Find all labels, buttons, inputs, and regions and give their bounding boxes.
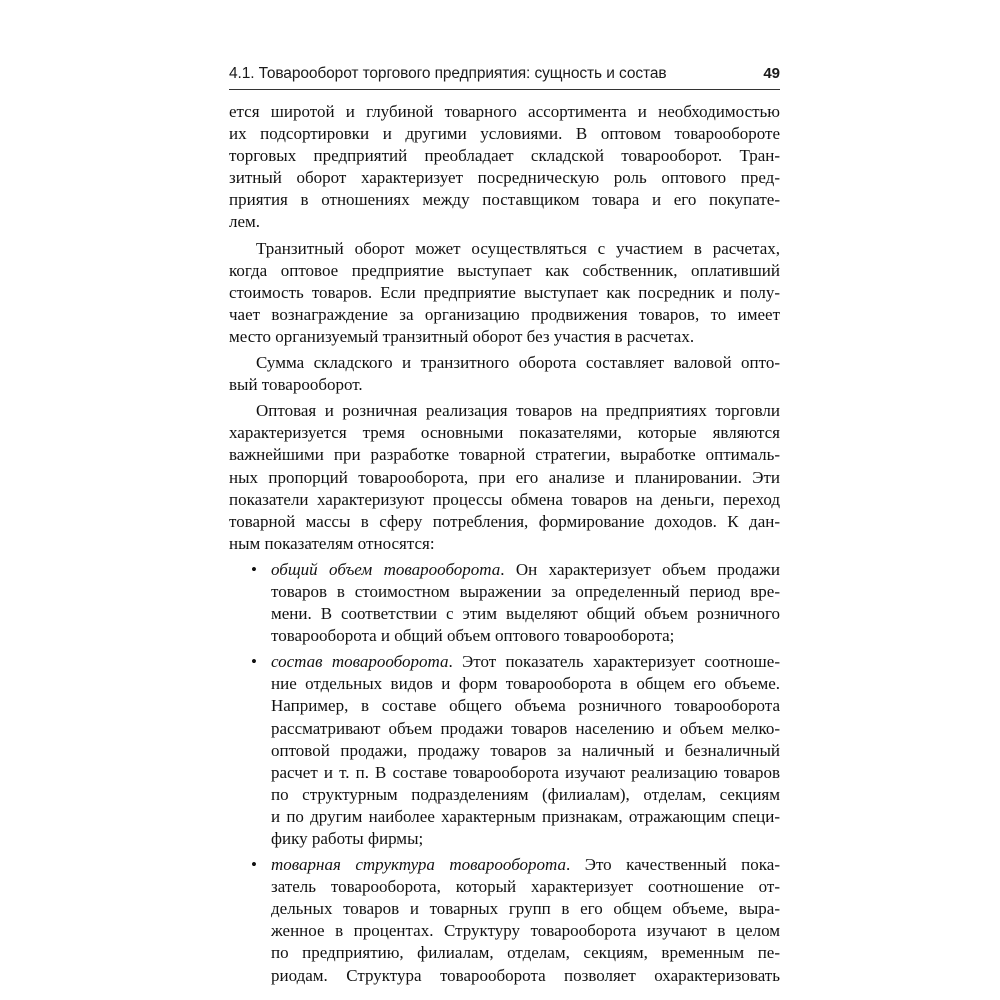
- text-line: стоимость товаров. Если предприятие выступает как посредник и полу-: [229, 282, 780, 302]
- text-line: характеризуется тремя основными показателями, которые являются: [229, 423, 780, 443]
- bullet-icon: •: [251, 855, 257, 875]
- text-line: лем.: [229, 212, 261, 232]
- text-line: товарной массы в сферу потребления, формирование доходов. К дан-: [229, 511, 780, 531]
- list-item: [229, 854, 780, 987]
- list-item-term: товарная структура товарооборота: [271, 855, 567, 875]
- text-line: и по другим наиболее характерным признакам, отражающим специ-: [271, 806, 780, 826]
- list-item-text: . Этот показатель характеризует соотноше-: [448, 652, 780, 672]
- text-line: фику работы фирмы;: [271, 829, 424, 848]
- list-item-text: . Он характеризует объем продажи: [500, 559, 780, 579]
- text-line: затель товарооборота, который характеризует соотношение от-: [271, 877, 780, 897]
- list-item-term: общий объем товарооборота: [271, 559, 501, 579]
- text-line: по структурным подразделениям (филиалам), отделам, секциям: [271, 784, 780, 804]
- list-item-term: состав товарооборота: [271, 652, 449, 672]
- text-line: риодам. Структура товарооборота позволяет охарактеризовать: [271, 965, 780, 985]
- text-line: показатели характеризуют процессы обмена товаров на деньги, переход: [229, 489, 780, 509]
- paragraph-3: [229, 352, 780, 396]
- bullet-icon: •: [251, 559, 257, 579]
- text-line: Транзитный оборот может осуществляться с участием в расчетах,: [256, 238, 780, 258]
- text-line: торговых предприятий преобладает складской товарооборот. Тран-: [229, 146, 780, 166]
- text-line: мени. В соответствии с этим выделяют общий объем розничного: [271, 604, 780, 624]
- text-line: чает вознаграждение за организацию продвижения товаров, то имеет: [229, 304, 780, 324]
- text-line: ние отдельных видов и форм товарооборота в общем его объеме.: [271, 674, 780, 694]
- page-body: [229, 101, 780, 987]
- text-line: ется широтой и глубиной товарного ассортимента и необходимостью: [229, 102, 780, 121]
- text-line: место организуемый транзитный оборот без участия в расчетах.: [229, 326, 695, 346]
- list-item: [229, 651, 780, 850]
- text-line: их подсортировки и другими условиями. В оптовом товарообороте: [229, 124, 780, 144]
- header-rule: [229, 89, 780, 90]
- text-line: Сумма складского и транзитного оборота составляет валовой опто-: [256, 353, 780, 373]
- list-item-first-line: [229, 651, 780, 673]
- paragraph-2: [229, 238, 780, 348]
- running-header: [229, 63, 780, 87]
- text-line: зитный оборот характеризует посредническую роль оптового пред-: [229, 168, 780, 188]
- list-item-first-line: [229, 559, 780, 581]
- bullet-icon: •: [251, 652, 257, 672]
- text-line: товаров в стоимостном выражении за определенный период вре-: [271, 581, 780, 601]
- text-line: когда оптовое предприятие выступает как собственник, оплативший: [229, 260, 780, 280]
- list-item-first-line: [229, 854, 780, 876]
- text-line: ных пропорций товарооборота, при его анализе и планировании. Эти: [229, 467, 780, 487]
- text-line: оптовой продажи, продажу товаров за наличный и безналичный: [271, 740, 780, 760]
- list-item: [229, 559, 780, 647]
- text-line: рассматривают объем продажи товаров населению и объем мелко-: [271, 718, 780, 738]
- text-line: важнейшими при разработке товарной стратегии, выработке оптималь-: [229, 445, 780, 465]
- text-line: по предприятию, филиалам, отделам, секциям, временным пе-: [271, 943, 780, 963]
- text-line: ным показателям относятся:: [229, 533, 435, 553]
- paragraph-1: [229, 101, 780, 234]
- text-line: вый товарооборот.: [229, 375, 363, 395]
- paragraph-4: [229, 400, 780, 555]
- page-number: 49: [763, 65, 780, 82]
- text-line: Например, в составе общего объема розничного товарооборота: [271, 696, 780, 716]
- text-line: дельных товаров и товарных групп в его общем объеме, выра-: [271, 899, 780, 919]
- list-item-text: . Это качественный пока-: [566, 855, 780, 875]
- running-header-title: 4.1. Товарооборот торгового предприятия: сущность и состав: [229, 65, 667, 82]
- text-line: женное в процентах. Структуру товарооборота изучают в целом: [271, 921, 780, 941]
- text-line: расчет и т. п. В составе товарооборота изучают реализацию товаров: [271, 762, 780, 782]
- text-line: товарооборота и общий объем оптового товарооборота;: [271, 626, 675, 646]
- text-line: Оптовая и розничная реализация товаров на предприятиях торговли: [256, 401, 780, 421]
- text-line: приятия в отношениях между поставщиком товара и его покупате-: [229, 190, 780, 210]
